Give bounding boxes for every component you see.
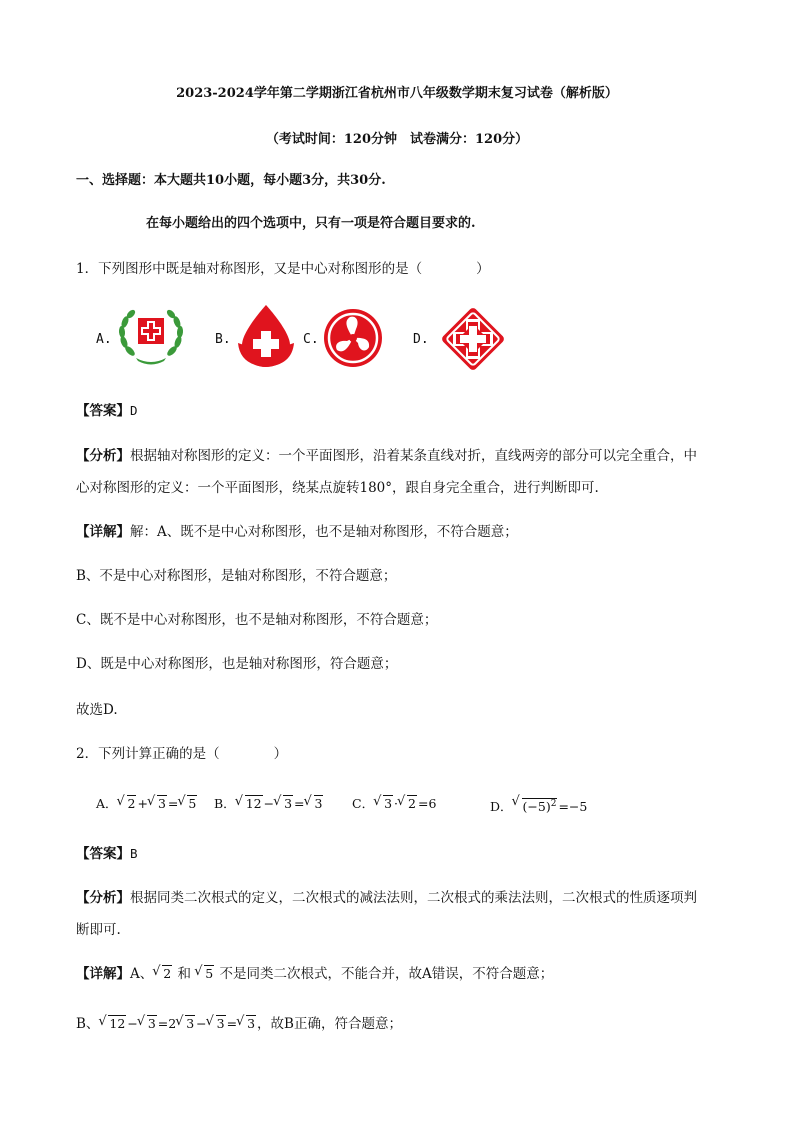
q2-analysis-line1: 【分析】根据同类二次根式的定义，二次根式的减法法则，二次根式的乘法法则，二次根式的性质逐项判 — [76, 890, 697, 906]
question-1-stem: 1．下列图形中既是轴对称图形，又是中心对称图形的是（ ） — [76, 261, 490, 277]
option-d-cross-icon — [436, 302, 510, 376]
option-b-label: B. — [215, 332, 231, 347]
q2-analysis-line2: 断即可. — [76, 922, 121, 938]
q2-option-a: A．√ 2 +√ 3 =√ 5 — [96, 794, 198, 814]
question-2-stem: 2．下列计算正确的是（ ） — [76, 746, 288, 762]
q2-detail-b: B、√ 12 −√ 3 =2√ 3 −√ 3 =√ 3 ，故B正确，符合题意； — [76, 1014, 402, 1034]
q1-detail-line1: 【详解】解：A、既不是中心对称图形，也不是轴对称图形，不符合题意； — [76, 524, 518, 540]
option-c-label: C. — [303, 332, 319, 347]
section-heading: 一、选择题：本大题共10小题，每小题3分，共30分. — [76, 173, 386, 188]
q1-analysis-line1: 【分析】根据轴对称图形的定义：一个平面图形，沿着某条直线对折，直线两旁的部分可以完全重合，中 — [76, 448, 697, 464]
option-b-blood-drop-icon — [234, 303, 298, 369]
q1-answer: 【答案】D — [76, 403, 138, 419]
option-d-label: D. — [413, 332, 429, 347]
q2-option-d: D．√ $(-5)^2 =-5$ — [490, 794, 587, 817]
q2-detail-a: 【详解】A、√ 2 和 √ 5 不是同类二次根式，不能合并，故A错误，不符合题意； — [76, 964, 553, 984]
q1-detail-line3: C、既不是中心对称图形，也不是轴对称图形，不符合题意； — [76, 612, 438, 628]
option-c-triskelion-icon — [322, 307, 384, 369]
q1-conclusion: 故选D. — [76, 702, 118, 718]
q2-option-c: C．√ 3 ·√ 2 =6 — [352, 794, 436, 814]
option-a-emblem-icon — [116, 306, 186, 368]
q1-analysis-line2: 心对称图形的定义：一个平面图形，绕某点旋转180°，跟自身完全重合，进行判断即可. — [76, 480, 599, 496]
page-subtitle: （考试时间：120分钟 试卷满分：120分） — [265, 132, 529, 147]
q2-answer: 【答案】B — [76, 846, 138, 862]
option-a-label: A. — [96, 332, 112, 347]
q1-detail-line4: D、既是中心对称图形，也是轴对称图形，符合题意； — [76, 656, 398, 672]
q2-option-b: B．√ 12 −√ 3 =√ 3 — [214, 794, 324, 814]
page-title: 2023-2024学年第二学期浙江省杭州市八年级数学期末复习试卷（解析版） — [176, 86, 618, 101]
section-instruction: 在每小题给出的四个选项中，只有一项是符合题目要求的. — [146, 216, 476, 231]
q1-detail-line2: B、不是中心对称图形，是轴对称图形，不符合题意； — [76, 568, 397, 584]
